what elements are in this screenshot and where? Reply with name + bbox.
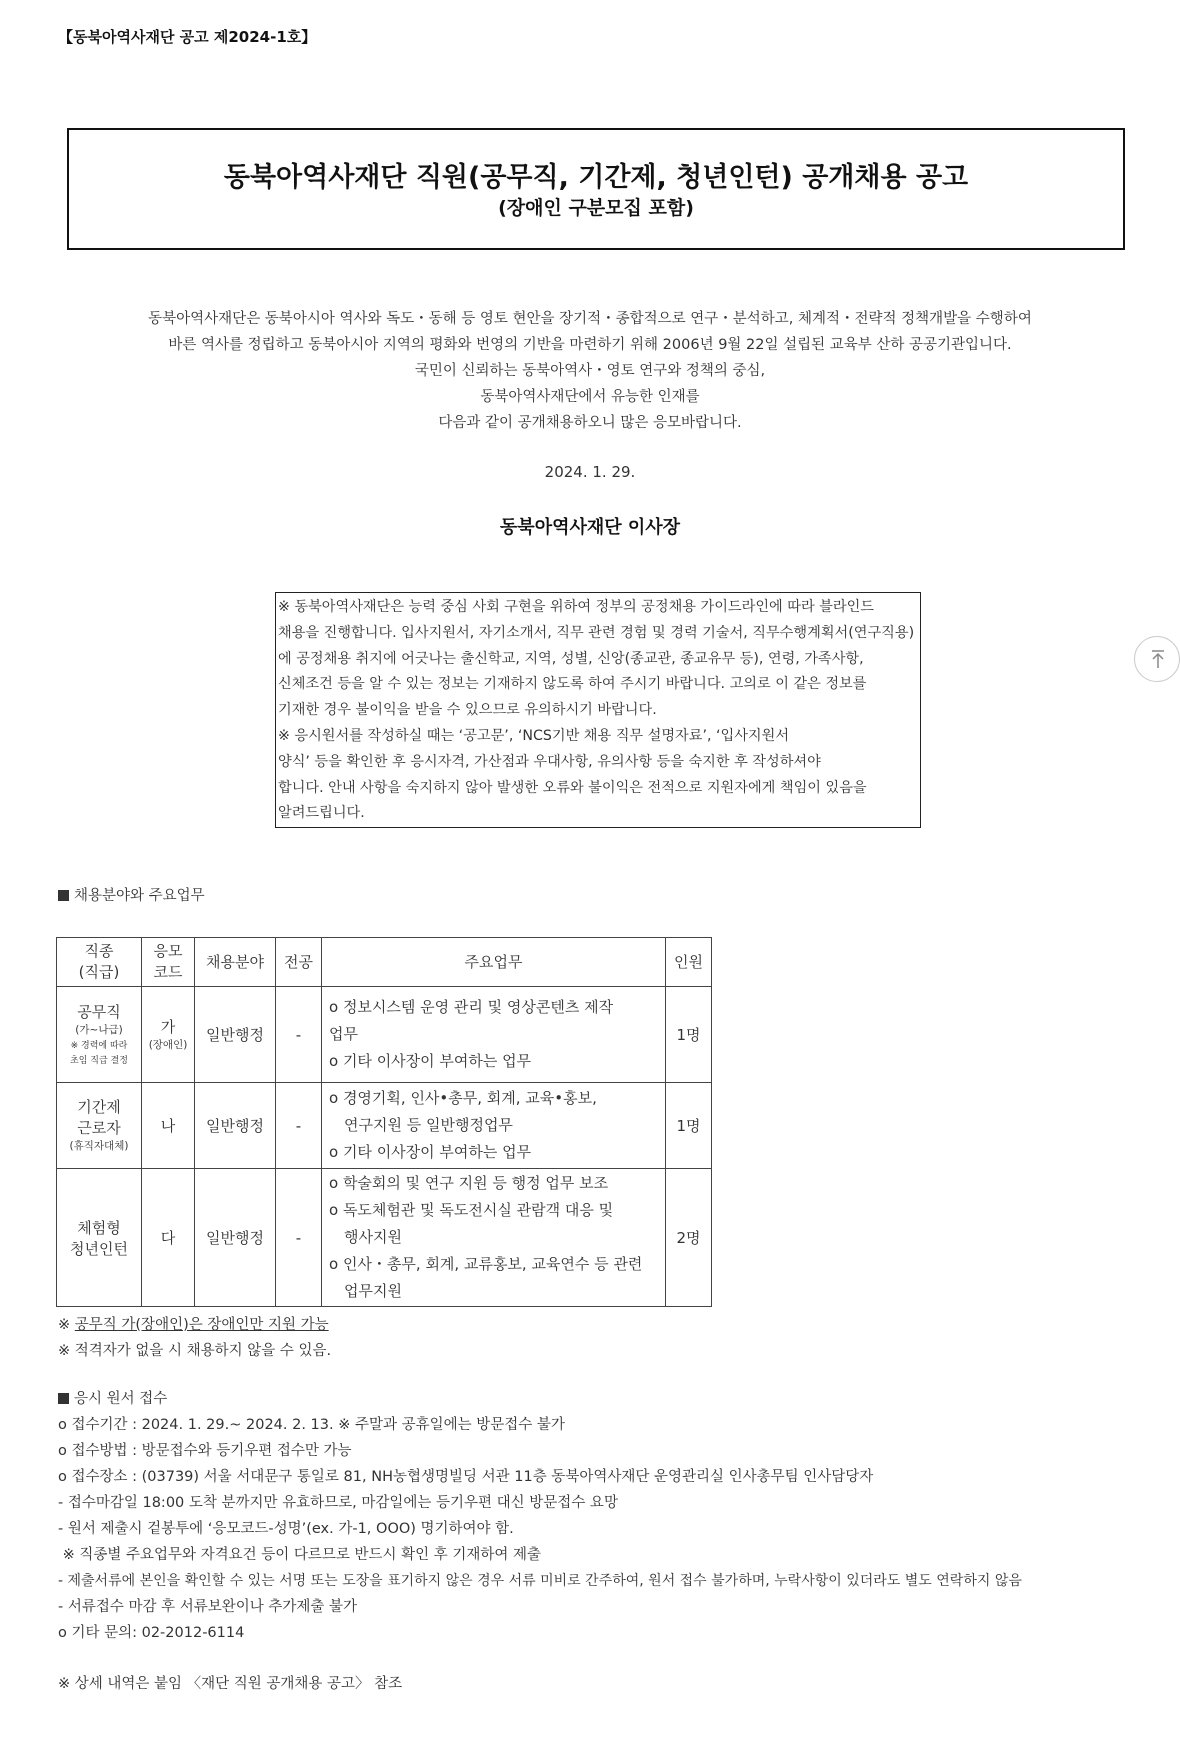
note-prefix: ※ — [58, 1317, 75, 1333]
cell-major: - — [276, 1169, 322, 1307]
type-label: 공무직 — [77, 1002, 121, 1021]
header-duties: 주요업무 — [322, 938, 666, 987]
type-label: 청년인턴 — [70, 1239, 128, 1258]
cell-type — [57, 987, 142, 1083]
table-row — [57, 1083, 712, 1169]
duty-item: o 학술회의 및 연구 지원 등 행정 업무 보조 — [329, 1174, 609, 1192]
cell-duties — [322, 987, 666, 1083]
header-count: 인원 — [666, 938, 712, 987]
signer: 동북아역사재단 이사장 — [499, 517, 681, 538]
type-sub: (가~나급) — [75, 1023, 123, 1036]
notice-line: 알려드립니다. — [278, 805, 365, 822]
section-application-title — [58, 1386, 1022, 1412]
cell-code: 나 — [142, 1083, 195, 1169]
notice-line: 기재한 경우 불이익을 받을 수 있으므로 유의하시기 바랍니다. — [278, 702, 657, 719]
type-label: 근로자 — [77, 1119, 121, 1137]
page-subtitle: (장애인 구분모집 포함) — [498, 197, 694, 219]
scroll-to-top-button[interactable] — [1134, 636, 1180, 682]
application-line: o 기타 문의: 02-2012-6114 — [58, 1625, 245, 1641]
cell-code: 다 — [142, 1169, 195, 1307]
duty-item: o 독도체험관 및 독도전시실 관람객 대응 및 — [329, 1201, 614, 1219]
header-code-line2: 코드 — [153, 963, 183, 981]
cell-type — [57, 1169, 142, 1307]
notice-line: 에 공정채용 취지에 어긋나는 출신학교, 지역, 성별, 신앙(종교관, 종교유무 등), 연령, 가족사항, — [278, 650, 864, 667]
code-label: 가 — [160, 1017, 176, 1036]
cell-duties — [322, 1169, 666, 1307]
application-line: - 서류접수 마감 후 서류보완이나 추가제출 불가 — [58, 1599, 358, 1615]
intro-line: 다음과 같이 공개채용하오니 많은 응모바랍니다. — [438, 415, 742, 431]
intro-line: 국민이 신뢰하는 동북아역사・영토 연구와 정책의 중심, — [414, 363, 766, 379]
duty-item: o 기타 이사장이 부여하는 업무 — [329, 1143, 532, 1161]
header-code-line1: 응모 — [153, 942, 183, 960]
section-jobs-title — [58, 884, 205, 905]
application-section — [58, 1386, 1022, 1646]
blind-hiring-notice — [275, 592, 921, 828]
type-label: 체험형 — [77, 1218, 121, 1237]
type-label: 기간제 — [77, 1098, 121, 1116]
notice-number: 【동북아역사재단 공고 제2024-1호】 — [58, 28, 317, 46]
note-no-qualified: ※ 적격자가 없을 시 채용하지 않을 수 있음. — [58, 1343, 332, 1359]
note-underlined: 공무직 가(장애인)은 장애인만 지원 가능 — [74, 1317, 329, 1333]
application-line: o 접수방법 : 방문접수와 등기우편 접수만 가능 — [58, 1443, 352, 1459]
duty-item: o 인사・총무, 회계, 교류홍보, 교육연수 등 관련 — [329, 1255, 643, 1273]
duty-item-cont: 업무 — [329, 1025, 358, 1043]
square-bullet-icon — [58, 1393, 69, 1404]
notice-line: 양식’ 등을 확인한 후 응시자격, 가산점과 우대사항, 유의사항 등을 숙지한 후 작성하셔야 — [278, 753, 821, 770]
application-line: - 원서 제출시 겉봉투에 ‘응모코드-성명’(ex. 가-1, OOO) 명기하여야 함. — [58, 1521, 514, 1537]
cell-field: 일반행정 — [195, 1169, 276, 1307]
header-type-line1: 직종 — [84, 942, 114, 960]
cell-type — [57, 1083, 142, 1169]
notice-line: ※ 응시원서를 작성하실 때는 ‘공고문’, ‘NCS기반 채용 직무 설명자료’, ‘입사지원서 — [278, 727, 790, 744]
note-disabled-only — [58, 1312, 331, 1338]
cell-major: - — [276, 1083, 322, 1169]
section-application-label: 응시 원서 접수 — [74, 1391, 168, 1407]
duty-item: o 기타 이사장이 부여하는 업무 — [329, 1052, 532, 1070]
cell-field: 일반행정 — [195, 987, 276, 1083]
notice-line: 합니다. 안내 사항을 숙지하지 않아 발생한 오류와 불이익은 전적으로 지원자에게 책임이 있음을 — [278, 779, 867, 796]
table-notes — [58, 1312, 331, 1364]
duty-item: o 정보시스템 운영 관리 및 영상콘텐츠 제작 — [329, 998, 614, 1016]
cell-field: 일반행정 — [195, 1083, 276, 1169]
cell-count: 2명 — [666, 1169, 712, 1307]
header-field: 채용분야 — [195, 938, 276, 987]
jobs-table — [56, 937, 712, 1307]
intro-line: 동북아역사재단에서 유능한 인재를 — [480, 389, 700, 405]
page-title: 동북아역사재단 직원(공무직, 기간제, 청년인턴) 공개채용 공고 — [223, 162, 969, 193]
notice-line: 채용을 진행합니다. 입사지원서, 자기소개서, 직무 관련 경험 및 경력 기술서, 직무수행계획서(연구직용) — [278, 624, 915, 641]
cell-count: 1명 — [666, 987, 712, 1083]
header-type-line2: (직급) — [78, 963, 120, 981]
cell-count: 1명 — [666, 1083, 712, 1169]
duty-item-cont: 행사지원 — [344, 1228, 402, 1246]
table-row — [57, 987, 712, 1083]
application-line: ※ 직종별 주요업무와 자격요건 등이 다르므로 반드시 확인 후 기재하여 제출 — [58, 1547, 542, 1563]
notice-date: 2024. 1. 29. — [544, 463, 636, 481]
section-jobs-label: 채용분야와 주요업무 — [74, 888, 205, 904]
duty-item-cont: 연구지원 등 일반행정업무 — [344, 1116, 513, 1134]
notice-line: 신체조건 등을 알 수 있는 정보는 기재하지 않도록 하여 주시기 바랍니다. 고의로 이 같은 정보를 — [278, 676, 867, 693]
application-line: - 접수마감일 18:00 도착 분까지만 유효하므로, 마감일에는 등기우편 대신 방문접수 요망 — [58, 1495, 618, 1511]
duty-item-cont: 업무지원 — [344, 1282, 402, 1300]
intro-text — [0, 306, 1180, 436]
duty-item: o 경영기획, 인사•총무, 회계, 교육•홍보, — [329, 1089, 597, 1107]
type-sub: (휴직자대체) — [69, 1140, 129, 1152]
intro-line: 동북아역사재단은 동북아시아 역사와 독도・동해 등 영토 현안을 장기적・종합적으로 연구・분석하고, 체계적・전략적 정책개발을 수행하여 — [148, 311, 1032, 327]
cell-major: - — [276, 987, 322, 1083]
code-sub: (장애인) — [148, 1038, 188, 1051]
cell-code — [142, 987, 195, 1083]
notice-line: ※ 동북아역사재단은 능력 중심 사회 구현을 위하여 정부의 공정채용 가이드라인에 따라 블라인드 — [278, 599, 874, 615]
header-major: 전공 — [276, 938, 322, 987]
application-line: - 제출서류에 본인을 확인할 수 있는 서명 또는 도장을 표기하지 않은 경우 서류 미비로 간주하여, 원서 접수 불가하며, 누락사항이 있더라도 별도 연락하지 않음 — [58, 1573, 1022, 1589]
header-type — [57, 938, 142, 987]
application-line: o 접수장소 : (03739) 서울 서대문구 통일로 81, NH농협생명빌딩 서관 11층 동북아역사재단 운영관리실 인사총무팀 인사담당자 — [58, 1469, 874, 1485]
table-row — [57, 1169, 712, 1307]
intro-line: 바른 역사를 정립하고 동북아시아 지역의 평화와 번영의 기반을 마련하기 위해 2006년 9월 22일 설립된 교육부 산하 공공기관입니다. — [168, 337, 1012, 353]
header-code — [142, 938, 195, 987]
detail-note: ※ 상세 내역은 붙임 〈재단 직원 공개채용 공고〉 참조 — [58, 1676, 403, 1692]
table-header-row — [57, 938, 712, 987]
type-sub: ※ 경력에 따라 — [70, 1040, 128, 1051]
square-bullet-icon — [58, 890, 69, 901]
title-box — [67, 128, 1125, 250]
type-sub: 초임 직급 결정 — [70, 1055, 128, 1066]
cell-duties — [322, 1083, 666, 1169]
arrow-up-icon — [1149, 649, 1167, 669]
application-line: o 접수기간 : 2024. 1. 29.~ 2024. 2. 13. ※ 주말과 공휴일에는 방문접수 불가 — [58, 1417, 565, 1433]
